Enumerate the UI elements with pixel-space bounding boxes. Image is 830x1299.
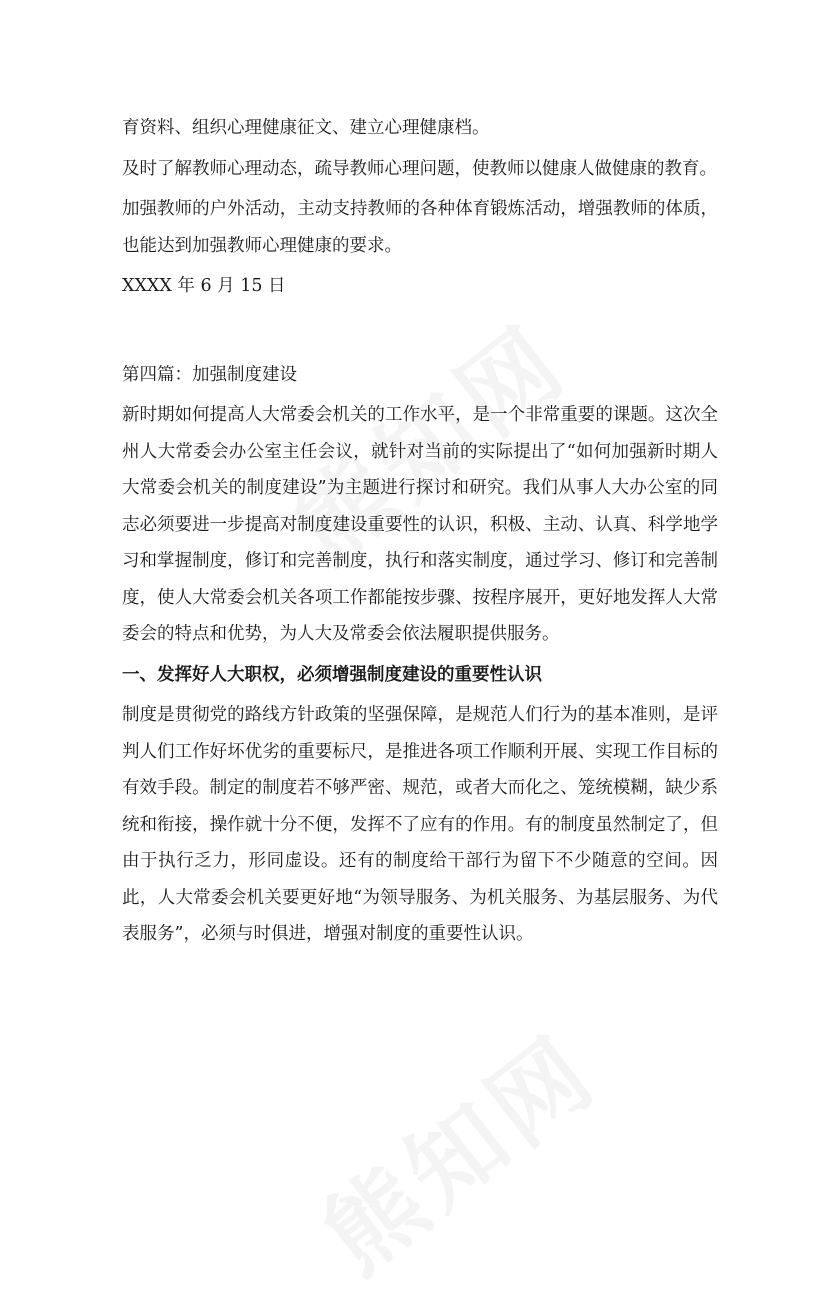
section-title: 第四篇：加强制度建设 <box>122 364 297 385</box>
section-heading: 一、发挥好人大职权，必须增强制度建设的重要性认识 <box>122 664 542 685</box>
watermark <box>291 998 621 1298</box>
intro-paragraph: 新时期如何提高人大常委会机关的工作水平，是一个非常重要的课题。这次全州人大常委会办公室主任会议，就针对当前的实际提出了“如何加强新时期人大常委会机关的制度建设”为主题进行探讨和研究。我们从事人大办公室的同志必须要进一步提高对制度建设重要性的认识，积极、主动、认真、科学地学习和掌握制度，修订和完善制度，执行和落实制度，通过学习、修订和完善制度，使人大常委会机关各项工作都能按步骤、按程序展开，更好地发挥人大常委会的特点和优势，为人大及常委会依法履职提供服务。 <box>122 405 718 644</box>
paragraph: 及时了解教师心理动态，疏导教师心理问题，使教师以健康人做健康的教育。 <box>122 158 717 179</box>
paragraph: 加强教师的户外活动，主动支持教师的各种体育锻炼活动，增强教师的体质，也能达到加强教师心理健康的要求。 <box>122 199 718 256</box>
paragraph: 育资料、组织心理健康征文、建立心理健康档。 <box>122 118 490 138</box>
body-paragraph: 制度是贯彻党的路线方针政策的坚强保障，是规范人们行为的基本准则，是评判人们工作好坏优劣的重要标尺，是推进各项工作顺利开展、实现工作目标的有效手段。制定的制度若不够严密、规范，或者大而化之、笼统模糊，缺少系统和衔接，操作就十分不便，发挥不了应有的作用。有的制度虽然制定了，但由于执行乏力，形同虚设。还有的制度给干部行为留下不少随意的空间。因此，人大常委会机关要更好地“为领导服务、为机关服务、为基层服务、为代表服务”，必须与时俱进，增强对制度的重要性认识。 <box>122 705 718 944</box>
date: XXXX 年 6 月 15 日 <box>122 276 286 296</box>
document-body <box>122 110 718 953</box>
